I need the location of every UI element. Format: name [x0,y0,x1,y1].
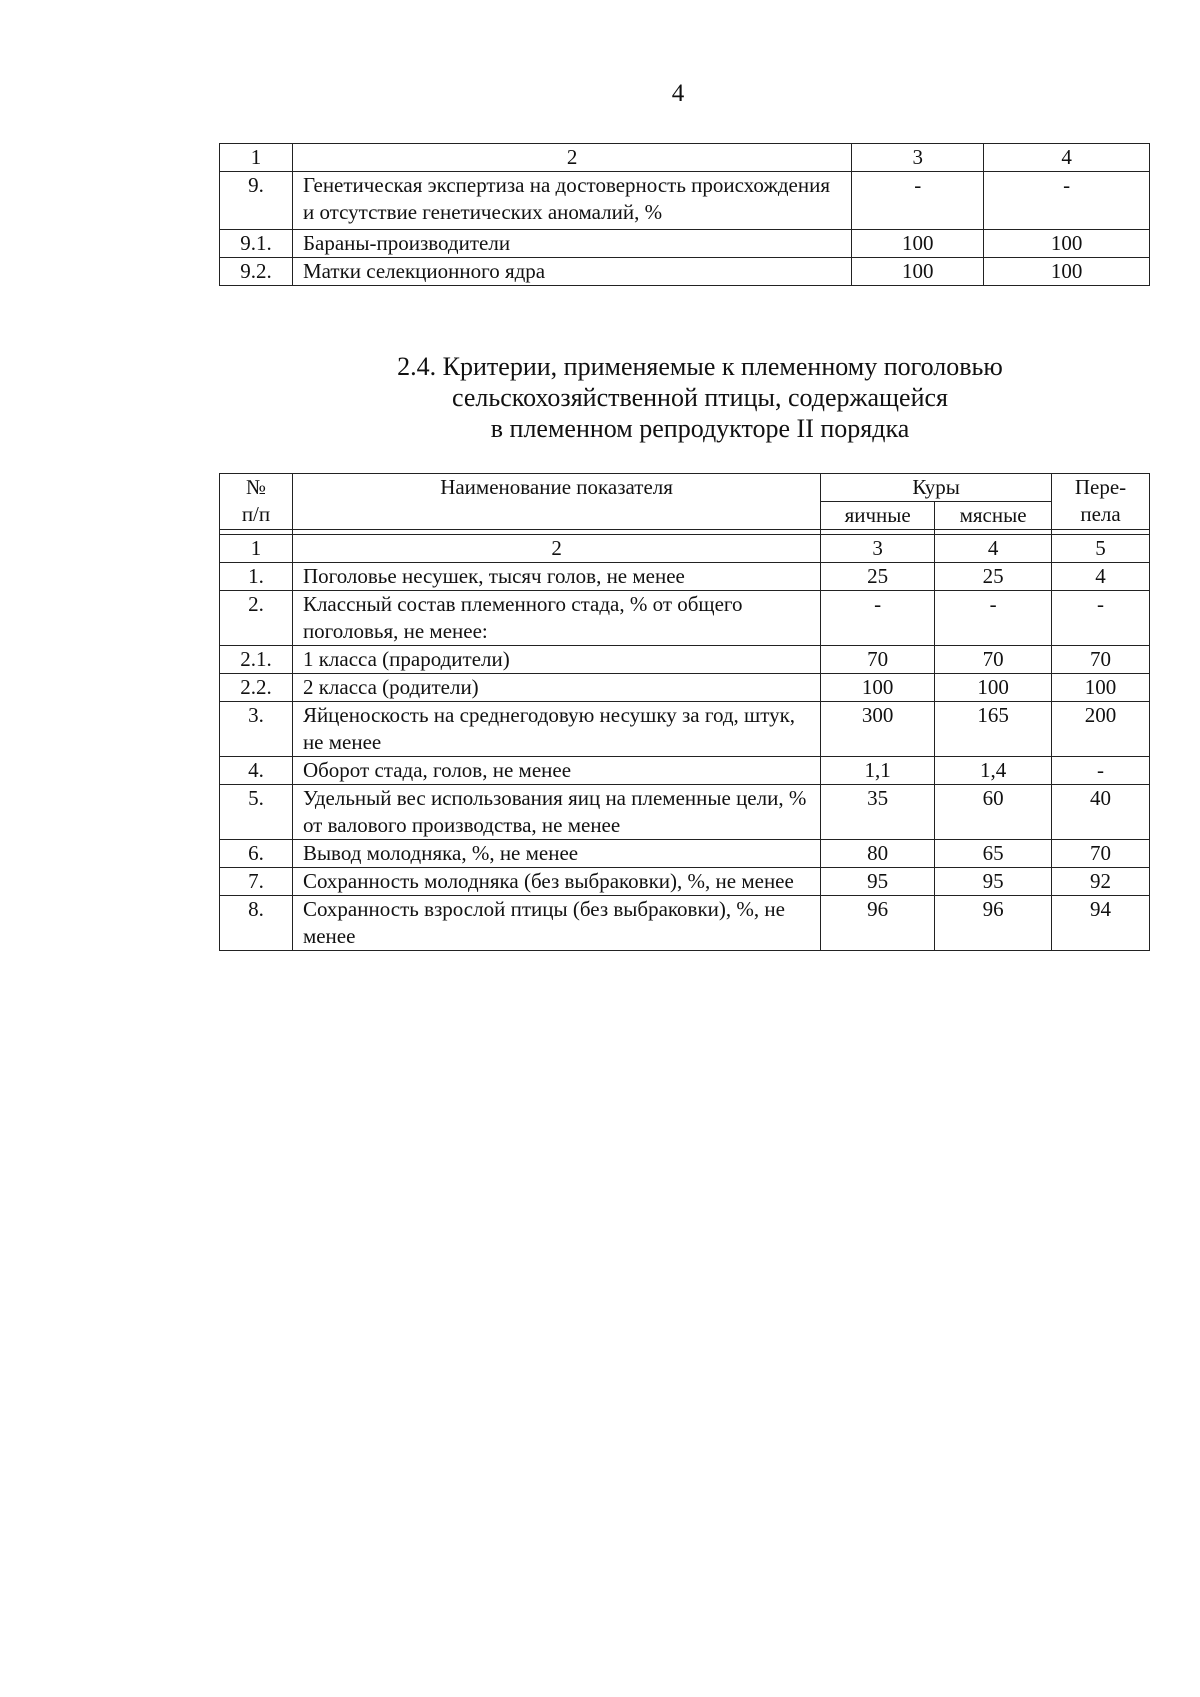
section-title [300,351,1100,444]
cell-value: 165 [935,702,1052,757]
column-number: 5 [1052,535,1150,563]
row-label: 2 класса (родители) [292,674,820,702]
column-number-row [220,535,1150,563]
header-subgroup: яичные [821,502,935,530]
cell-value: - [1052,591,1150,646]
row-label: Удельный вес использования яиц на племенные цели, % от валового производства, не менее [292,785,820,840]
cell-value: 70 [821,646,935,674]
table-row [220,702,1150,757]
cell-value: 80 [821,840,935,868]
column-number: 3 [821,535,935,563]
cell-value: 96 [935,896,1052,951]
table-row [220,230,1150,258]
cell-value: 25 [935,563,1052,591]
row-number: 8. [220,896,293,951]
row-number: 1. [220,563,293,591]
row-number: 9. [220,172,293,230]
cell-value: 70 [935,646,1052,674]
section-title-line: в племенном репродукторе II порядка [490,414,910,443]
cell-value: 96 [821,896,935,951]
table-row [220,563,1150,591]
continuation-table [219,143,1150,286]
column-number-row [220,144,1150,172]
cell-value: 200 [1052,702,1150,757]
cell-value: 100 [852,230,984,258]
column-number: 3 [852,144,984,172]
header-number-abbr: п/п [241,502,271,526]
row-label: Поголовье несушек, тысяч голов, не менее [292,563,820,591]
row-label: Классный состав племенного стада, % от общего поголовья, не менее: [292,591,820,646]
row-label: Генетическая экспертиза на достоверность происхождения и отсутствие генетических аномалий, % [292,172,851,230]
header-name: Наименование показателя [292,474,820,530]
cell-value: 100 [984,258,1150,286]
cell-value: 4 [1052,563,1150,591]
cell-value: 65 [935,840,1052,868]
row-label: Сохранность взрослой птицы (без выбраковки), %, не менее [292,896,820,951]
column-number: 4 [984,144,1150,172]
cell-value: 92 [1052,868,1150,896]
cell-value: 40 [1052,785,1150,840]
cell-value: 95 [935,868,1052,896]
cell-value: - [935,591,1052,646]
cell-value: - [852,172,984,230]
row-number: 2.1. [220,646,293,674]
row-number: 9.2. [220,258,293,286]
cell-value: 300 [821,702,935,757]
row-label: Сохранность молодняка (без выбраковки), %, не менее [292,868,820,896]
cell-value: - [1052,757,1150,785]
row-number: 4. [220,757,293,785]
cell-value: 60 [935,785,1052,840]
section-title-line: 2.4. Критерии, применяемые к племенному поголовью [397,352,1003,381]
cell-value: 70 [1052,840,1150,868]
cell-value: 100 [984,230,1150,258]
criteria-table-body [220,563,1150,951]
row-label: Вывод молодняка, %, не менее [292,840,820,868]
table-row [220,646,1150,674]
cell-value: 25 [821,563,935,591]
row-number: 3. [220,702,293,757]
cell-value: 100 [1052,674,1150,702]
row-number: 2. [220,591,293,646]
header-quail-cell [1052,474,1150,530]
row-label: Оборот стада, голов, не менее [292,757,820,785]
cell-value: 1,1 [821,757,935,785]
table-row [220,868,1150,896]
row-number: 2.2. [220,674,293,702]
row-label: Бараны-производители [292,230,851,258]
page-number: 4 [671,80,685,107]
row-label: 1 класса (прародители) [292,646,820,674]
header-group-chickens: Куры [821,474,1052,502]
cell-value: 70 [1052,646,1150,674]
cell-value: 35 [821,785,935,840]
cell-value: 94 [1052,896,1150,951]
cell-value: 100 [852,258,984,286]
table-row [220,591,1150,646]
section-title-line: сельскохозяйственной птицы, содержащейся [451,383,948,412]
row-label: Яйценоскость на среднегодовую несушку за год, штук, не менее [292,702,820,757]
column-number: 4 [935,535,1052,563]
table-row [220,757,1150,785]
column-number: 1 [220,144,293,172]
cell-value: 100 [935,674,1052,702]
column-number: 2 [292,535,820,563]
cell-value: 1,4 [935,757,1052,785]
table-row [220,896,1150,951]
column-number: 2 [292,144,851,172]
cell-value: - [984,172,1150,230]
header-number-cell [220,474,293,530]
table-row [220,840,1150,868]
criteria-table [219,473,1150,951]
header-row [220,474,1150,502]
table-row [220,258,1150,286]
row-number: 9.1. [220,230,293,258]
row-number: 6. [220,840,293,868]
cell-value: 95 [821,868,935,896]
header-number-symbol: № [245,475,266,499]
table-row [220,674,1150,702]
table-row [220,785,1150,840]
row-number: 5. [220,785,293,840]
header-quail-line: Пере- [1074,475,1127,499]
cell-value: 100 [821,674,935,702]
header-quail-line: пела [1080,502,1121,526]
cell-value: - [821,591,935,646]
column-number: 1 [220,535,293,563]
row-number: 7. [220,868,293,896]
header-subgroup: мясные [935,502,1052,530]
row-label: Матки селекционного ядра [292,258,851,286]
table-row [220,172,1150,230]
